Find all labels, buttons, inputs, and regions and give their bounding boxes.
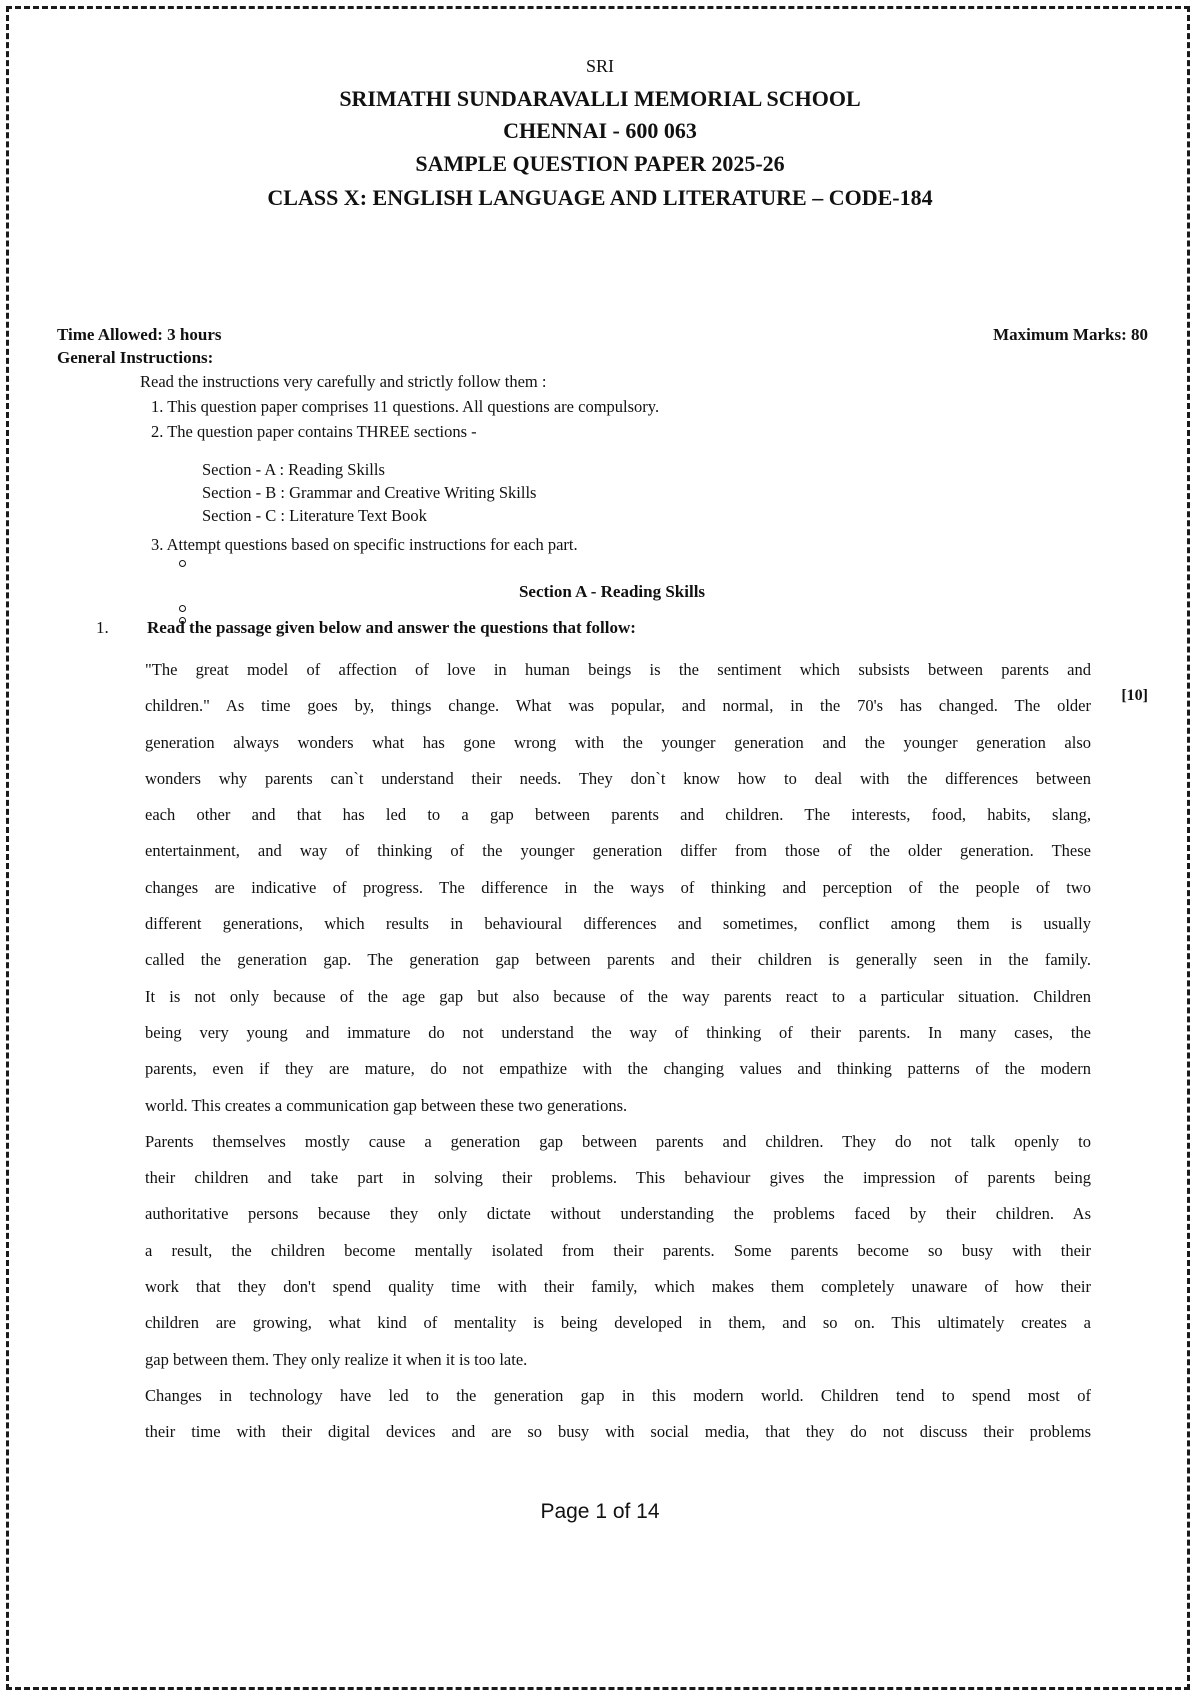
passage-line: authoritative persons because they only dictate without understanding the problems faced by their children. As [145,1204,1091,1224]
passage-line: children are growing, what kind of mentality is being developed in them, and so on. This ultimately creates a [145,1313,1091,1333]
passage-line: each other and that has led to a gap between parents and children. The interests, food, habits, slang, [145,805,1091,825]
passage-line: different generations, which results in behavioural differences and sometimes, conflict among them is usually [145,914,1091,934]
paper-title: SAMPLE QUESTION PAPER 2025-26 [415,151,785,176]
passage-line: world. This creates a communication gap between these two generations. [145,1095,628,1115]
passage-line: gap between them. They only realize it when it is too late. [145,1349,528,1369]
class-subject-line: CLASS X: ENGLISH LANGUAGE AND LITERATURE – CODE-184 [267,185,933,210]
passage-line: parents, even if they are mature, do not empathize with the changing values and thinking patterns of the modern [145,1059,1091,1079]
passage-line: generation always wonders what has gone wrong with the younger generation and the younger generation also [145,732,1091,752]
passage-paragraph-2 [145,1124,1091,1378]
general-instructions-heading: General Instructions: [57,348,214,367]
question-instruction: Read the passage given below and answer the questions that follow: [147,618,636,637]
school-city: CHENNAI - 600 063 [503,118,697,143]
section-list-item-a: Section - A : Reading Skills [202,460,385,479]
passage-line: called the generation gap. The generation gap between parents and their children is generally seen in the family. [145,950,1091,970]
passage-paragraph-3 [145,1378,1091,1451]
passage-line: children." As time goes by, things change. What was popular, and normal, in the 70's has changed. The older [145,696,1091,716]
section-list-item-b: Section - B : Grammar and Creative Writing Skills [202,483,537,502]
passage-line: Changes in technology have led to the generation gap in this modern world. Children tend to spend most of [145,1385,1091,1405]
passage-line: being very young and immature do not understand the way of thinking of their parents. In many cases, the [145,1022,1091,1042]
question-number: 1. [96,618,109,637]
passage-line: "The great model of affection of love in human beings is the sentiment which subsists between parents and [145,660,1091,679]
bullet-icon [179,560,186,567]
page-number: Page 1 of 14 [540,1500,660,1523]
passage-line: a result, the children become mentally isolated from their parents. Some parents become so busy with their [145,1240,1091,1260]
passage-line: entertainment, and way of thinking of the younger generation differ from those of the older generation. These [145,841,1091,861]
question-marks: [10] [1121,687,1148,704]
passage-line: work that they don't spend quality time with their family, which makes them completely unaware of how their [145,1277,1091,1297]
time-allowed: Time Allowed: 3 hours [57,325,222,344]
section-a-heading: Section A - Reading Skills [518,582,706,601]
passage-line: wonders why parents can`t understand their needs. They don`t know how to deal with the differences between [145,768,1091,788]
passage-line: their time with their digital devices and are so busy with social media, that they do not discuss their problems [145,1422,1091,1442]
passage-line: changes are indicative of progress. The difference in the ways of thinking and perception of the people of two [145,877,1091,897]
maximum-marks: Maximum Marks: 80 [993,325,1148,344]
header-sri: SRI [585,56,614,76]
instructions-intro: Read the instructions very carefully and strictly follow them : [140,372,547,391]
passage-line: their children and take part in solving their problems. This behaviour gives the impression of parents being [145,1168,1091,1188]
instruction-item-1: 1. This question paper comprises 11 questions. All questions are compulsory. [151,397,660,416]
passage-paragraph-1 [145,652,1091,1124]
passage-line: Parents themselves mostly cause a generation gap between parents and children. They do not talk openly to [145,1131,1091,1151]
instruction-item-3: 3. Attempt questions based on specific instructions for each part. [151,535,578,554]
reading-passage [145,652,1091,1451]
school-name: SRIMATHI SUNDARAVALLI MEMORIAL SCHOOL [339,86,861,111]
section-list-item-c: Section - C : Literature Text Book [202,506,427,525]
passage-line: It is not only because of the age gap but also because of the way parents react to a particular situation. Children [145,986,1091,1006]
instruction-item-2: 2. The question paper contains THREE sections - [151,422,477,441]
bullet-icon [179,605,186,612]
